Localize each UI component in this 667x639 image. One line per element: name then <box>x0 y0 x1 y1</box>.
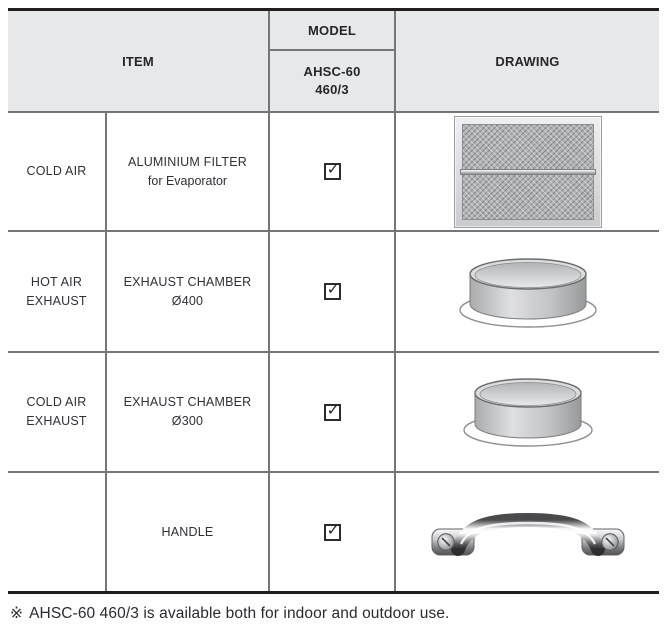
reference-mark: ※ <box>10 605 24 622</box>
header-item-label: ITEM <box>122 53 154 69</box>
category-cell <box>8 473 107 591</box>
checkbox-checked-icon <box>324 521 341 541</box>
item-name-line1: ALUMINIUM FILTER <box>128 154 247 169</box>
checkbox-cell <box>270 113 396 232</box>
checkbox-cell <box>270 232 396 353</box>
header-drawing-cell <box>396 11 659 113</box>
category-cell <box>8 113 107 232</box>
check-icon: ✓ <box>326 281 340 298</box>
header-model-label: MODEL <box>308 22 356 38</box>
spec-table <box>8 8 659 594</box>
footnote <box>10 604 449 623</box>
header-model-value-cell <box>270 51 394 111</box>
item-name-line2: Ø400 <box>171 293 204 308</box>
category-line2: EXHAUST <box>26 293 87 308</box>
exhaust-chamber-300-drawing <box>457 366 599 458</box>
item-name-line1: EXHAUST CHAMBER <box>123 395 252 410</box>
filter-center-bar <box>460 169 596 175</box>
item-name-line1: HANDLE <box>161 524 214 539</box>
header-drawing-label: DRAWING <box>495 53 560 69</box>
check-icon: ✓ <box>326 401 340 419</box>
category-line2: EXHAUST <box>26 414 87 428</box>
header-model-label-cell <box>270 11 394 51</box>
drawing-cell <box>396 353 659 473</box>
checkbox-checked-icon <box>324 283 341 300</box>
item-name-cell <box>107 232 270 353</box>
checkbox-checked-icon <box>324 163 341 180</box>
category-line1: COLD AIR <box>26 164 87 179</box>
model-value-line2: 460/3 <box>315 82 349 97</box>
checkbox-cell <box>270 473 396 591</box>
checkbox-cell <box>270 353 396 473</box>
aluminium-filter-drawing <box>454 116 602 228</box>
category-line1: HOT AIR <box>30 274 83 289</box>
category-line1: COLD AIR <box>26 395 87 410</box>
handle-drawing <box>428 503 628 561</box>
item-name-line1: EXHAUST CHAMBER <box>123 274 252 289</box>
header-model-cell <box>270 11 396 113</box>
item-name-line2: for Evaporator <box>147 173 228 188</box>
model-value-line1: AHSC-60 <box>303 64 361 80</box>
item-name-cell <box>107 473 270 591</box>
drawing-cell <box>396 473 659 591</box>
category-cell <box>8 232 107 353</box>
drawing-cell <box>396 232 659 353</box>
exhaust-chamber-400-drawing <box>453 244 603 339</box>
check-icon: ✓ <box>326 161 340 178</box>
item-name-cell <box>107 113 270 232</box>
item-name-line2: Ø300 <box>171 414 204 428</box>
checkbox-checked-icon <box>324 401 341 421</box>
header-item-cell <box>8 11 270 113</box>
footnote-text: AHSC-60 460/3 is available both for indoor and outdoor use. <box>29 605 450 622</box>
category-cell <box>8 353 107 473</box>
check-icon: ✓ <box>326 521 340 539</box>
item-name-cell <box>107 353 270 473</box>
drawing-cell <box>396 113 659 232</box>
